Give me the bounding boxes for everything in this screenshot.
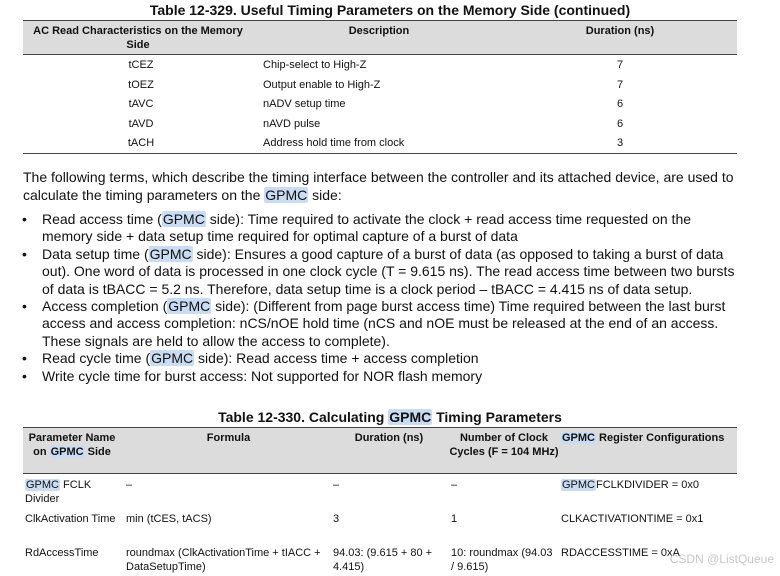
table1-cell-description: Output enable to High-Z [263, 78, 381, 91]
bullet-text: Data setup time ( [42, 245, 149, 262]
cell-text: FCLKDIVIDER = 0x0 [596, 479, 700, 491]
bullet-text: Read access time ( [42, 211, 162, 227]
table2-cell-duration: 94.03: (9.615 + 80 + 4.415) [333, 547, 433, 573]
table1-cell-duration: 3 [616, 137, 624, 150]
table-row [23, 94, 737, 114]
table1-cell-duration: 7 [616, 59, 624, 71]
table1-header-row [23, 20, 737, 55]
cell-text: FCLK Divider [25, 479, 92, 505]
watermark: CSDN @ListQueue [669, 552, 774, 566]
table2-cell-duration: 3 [333, 513, 340, 525]
gpmc-highlight: GPMC [562, 479, 595, 491]
bullet-icon: • [22, 298, 27, 315]
table-row [23, 114, 737, 134]
gpmc-highlight: GPMC [265, 187, 308, 203]
table1-cell-param: tAVD [128, 117, 154, 130]
table2-cell-param [25, 478, 117, 506]
table1-header-description: Description [348, 25, 410, 37]
table-row [23, 55, 737, 75]
table1-cell-param: tACH [127, 137, 155, 150]
bullet-list [0, 211, 780, 385]
list-item [0, 350, 742, 367]
bullet-text: side): Time required to activate the clock + read access time requested on the memory side + data setup time required for optimal capture of a burst of data [42, 211, 692, 245]
table2-cell-formula: – [126, 479, 133, 491]
bullet-text: side): (Different from page burst access time) Time required between the last burst access and access completion: nCS/nOE hold time (nCS and nOE must be released at the end of an access. These signals are held to allow the access to complete). [42, 298, 726, 349]
gpmc-highlight: GPMC [162, 211, 205, 227]
table2-header-duration: Duration (ns) [354, 432, 424, 444]
bullet-text: Write cycle time for burst access: Not supported for NOR flash memory [42, 367, 483, 384]
intro-paragraph [23, 168, 743, 204]
table2-header-config [561, 431, 737, 445]
header-text: Register Configurations [596, 432, 725, 444]
table2-cell-config: RDACCESSTIME = 0xA [561, 547, 680, 559]
table1-header-duration: Duration (ns) [585, 25, 655, 37]
bullet-icon: • [22, 245, 27, 262]
gpmc-highlight: GPMC [562, 432, 595, 444]
bullet-icon: • [22, 350, 27, 367]
table2-header-row [23, 427, 737, 474]
table-row [23, 75, 737, 95]
table1-cell-description: nADV setup time [263, 98, 346, 111]
table2-cell-cycles: – [451, 479, 458, 491]
gpmc-highlight: GPMC [26, 479, 59, 491]
table-row [23, 133, 737, 154]
table1-cell-param: tCEZ [128, 59, 154, 71]
table2-caption [0, 409, 780, 426]
gpmc-highlight: GPMC [168, 298, 211, 315]
table2-cell-config: CLKACTIVATIONTIME = 0x1 [561, 513, 704, 525]
list-item [0, 298, 742, 350]
table-row [23, 508, 737, 542]
table-row [23, 474, 737, 508]
table1-cell-duration: 6 [616, 98, 624, 111]
table2-cell-formula: min (tCES, tACS) [126, 513, 212, 525]
table2-cell-cycles: 1 [451, 513, 458, 525]
gpmc-highlight: GPMC [389, 409, 432, 425]
gpmc-highlight: GPMC [50, 446, 84, 458]
table2 [23, 427, 737, 576]
table2-cell-formula: roundmax (ClkActivationTime + tIACC + DataSetupTime) [126, 547, 321, 573]
table1-header-characteristics: AC Read Characteristics on the Memory Side [33, 25, 243, 51]
caption-text: Table 12-330. Calculating [218, 409, 389, 425]
table2-header-formula: Formula [206, 432, 251, 444]
table1-caption: Table 12-329. Useful Timing Parameters on the Memory Side (continued) [149, 2, 631, 18]
table1 [23, 20, 737, 154]
intro-text-end: side: [308, 187, 342, 203]
gpmc-highlight: GPMC [149, 245, 192, 262]
gpmc-highlight: GPMC [151, 350, 194, 367]
table1-cell-description: Address hold time from clock [263, 137, 405, 150]
list-item [0, 246, 742, 298]
caption-text: Timing Parameters [432, 409, 562, 425]
table2-cell-cycles: 10: roundmax (94.03 / 9.615) [451, 547, 553, 573]
table1-cell-param: tOEZ [128, 78, 154, 91]
table2-header-parameter [23, 431, 121, 459]
table2-cell-param: ClkActivation Time [25, 513, 116, 525]
list-item [0, 368, 742, 385]
bullet-text: Read cycle time ( [42, 350, 151, 367]
bullet-text: side): Ensures a good capture of a burst of data (as opposed to taking a burst of data out). One word of data is processed in one clock cycle (T = 9.615 ns). The read access time between two bursts of data is tBACC = 5.2 ns. Therefore, data setup time is a clock period – tBACC = 4.415 ns of data setup. [42, 245, 735, 297]
bullet-icon: • [22, 211, 27, 227]
header-text: on [33, 446, 50, 458]
bullet-text: Access completion ( [42, 298, 168, 315]
table2-header-cycles: Number of Clock Cycles (F = 104 MHz) [449, 432, 559, 458]
bullet-icon: • [22, 367, 27, 384]
table2-cell-param: RdAccessTime [25, 547, 99, 559]
table1-cell-duration: 6 [616, 117, 624, 130]
bullet-text: side): Read access time + access completion [194, 350, 479, 367]
table-row [23, 542, 737, 576]
header-text: Side [84, 446, 111, 458]
table2-cell-duration: – [333, 479, 340, 491]
table1-cell-param: tAVC [128, 98, 154, 111]
table2-cell-config [561, 478, 737, 492]
list-item [0, 211, 742, 246]
table1-cell-duration: 7 [616, 78, 624, 91]
intro-text: The following terms, which describe the timing interface between the controller and its attached device, are used to calculate the timing parameters on the [23, 169, 734, 203]
table1-cell-description: nAVD pulse [263, 117, 321, 130]
header-text: Parameter Name [28, 432, 116, 444]
table1-cell-description: Chip-select to High-Z [263, 59, 367, 71]
